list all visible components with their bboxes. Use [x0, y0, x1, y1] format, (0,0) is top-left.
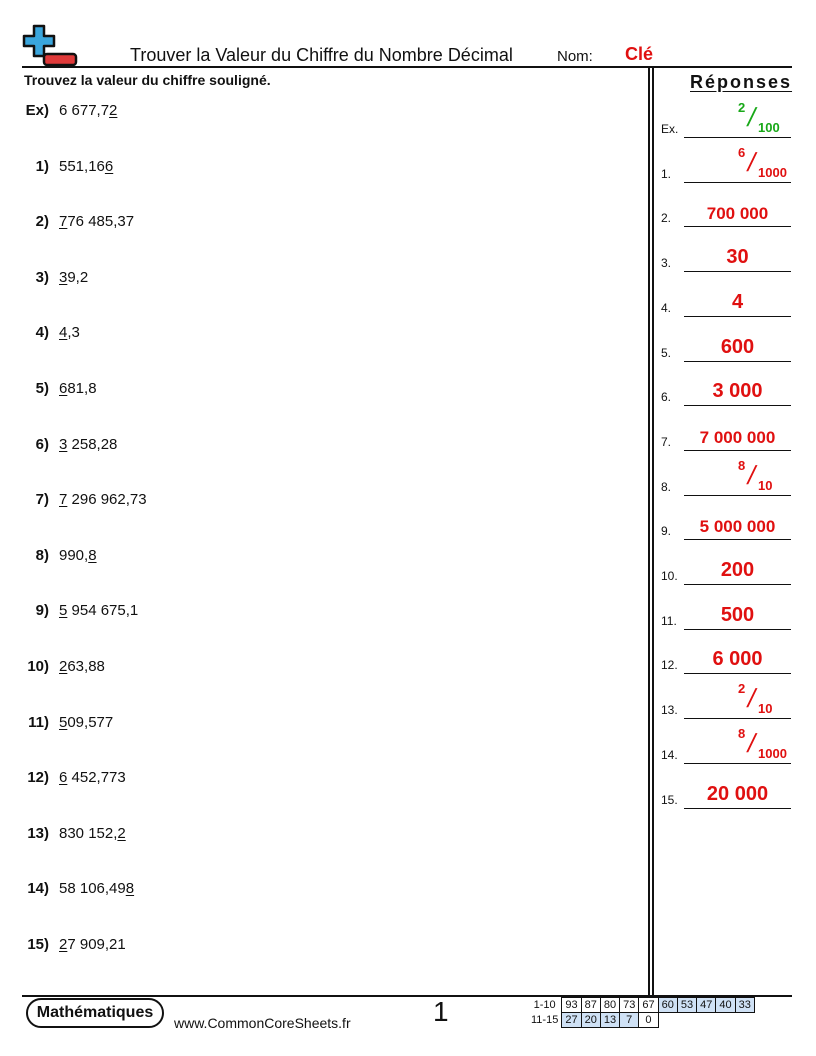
score-cell: 47 [697, 998, 716, 1013]
answer-row [658, 143, 794, 183]
fraction-answer [684, 679, 791, 719]
digits-before: 551,16 [59, 157, 105, 175]
answer-row [658, 545, 794, 585]
problem-number: 1) [35, 157, 49, 175]
digits-before: 6 677,7 [59, 102, 110, 119]
answer-line [684, 271, 791, 272]
underlined-digit: 5 [59, 713, 68, 731]
score-cell: 7 [620, 1013, 639, 1028]
answer-row [658, 366, 794, 406]
problem-number-text [59, 102, 117, 119]
worksheet-title: Trouver la Valeur du Chiffre du Nombre Décimal [130, 45, 513, 65]
underlined-digit: 6 [59, 380, 68, 397]
problem-number: Ex) [25, 102, 49, 119]
underlined-digit: 6 [104, 157, 114, 175]
score-table [528, 997, 755, 1028]
problem-number-text [59, 324, 80, 341]
answer-line [684, 629, 791, 630]
problem-number: 4) [35, 324, 49, 342]
problem-number: 2) [35, 213, 49, 231]
answer-row [658, 724, 794, 764]
answer-row [658, 232, 794, 272]
answer-label: 5. [661, 345, 672, 360]
fraction-answer [684, 143, 791, 183]
answer-line [684, 808, 791, 809]
column-divider [648, 68, 650, 996]
column-divider [652, 68, 654, 996]
answer-label: 13. [661, 703, 678, 718]
problem-number-text [59, 380, 97, 397]
fraction-numerator: 8 [738, 457, 746, 473]
problem-number: 12) [27, 769, 49, 787]
problem-row [0, 491, 640, 515]
problem-row [0, 213, 640, 237]
underlined-digit: 7 [59, 213, 68, 231]
answer-row [658, 590, 794, 630]
fraction-denominator: 1000 [758, 745, 787, 761]
answer-line [684, 316, 791, 317]
answer-row [658, 769, 794, 809]
problem-row [0, 102, 640, 126]
digits-after: 9,2 [67, 268, 89, 286]
problem-row [0, 324, 640, 348]
digits-before: 830 152, [59, 824, 118, 842]
answer-line [684, 584, 791, 585]
problem-row [0, 936, 640, 960]
answer-label: 14. [661, 747, 678, 762]
fraction-numerator: 2 [738, 681, 746, 697]
underlined-digit: 7 [59, 491, 68, 509]
header-divider [22, 66, 792, 68]
answer-label: 6. [661, 390, 672, 405]
subject-badge: Mathématiques [26, 998, 164, 1028]
problem-number: 6) [35, 435, 49, 453]
answer-value: 6 000 [712, 648, 763, 671]
answer-label: 8. [661, 479, 672, 494]
problem-number-text [59, 769, 126, 786]
answer-row [658, 679, 794, 719]
fraction-denominator: 10 [758, 701, 773, 717]
answer-value: 600 [720, 335, 755, 358]
digits-after: 7 909,21 [67, 936, 126, 953]
answer-value: 700 000 [706, 204, 769, 224]
score-cell: 93 [562, 998, 581, 1013]
problem-number: 10) [27, 658, 49, 675]
problem-number-text [59, 825, 126, 842]
digits-after: 63,88 [67, 658, 105, 675]
answer-label: 4. [661, 300, 672, 315]
digits-after: 296 962,73 [67, 491, 147, 509]
fraction-numerator: 8 [738, 725, 746, 741]
underlined-digit: 5 [59, 602, 68, 620]
problem-number-text [59, 547, 97, 564]
answer-row [658, 187, 794, 227]
digits-before: 990, [59, 546, 89, 564]
answer-value: 5 000 000 [699, 517, 776, 537]
answer-row [658, 411, 794, 451]
score-row-label: 1-10 [533, 999, 556, 1011]
underlined-digit: 3 [59, 435, 68, 453]
fraction-denominator: 100 [758, 120, 780, 135]
problem-number: 8) [35, 546, 49, 564]
score-cell: 40 [716, 998, 735, 1013]
answer-line [684, 361, 791, 362]
page-number: 1 [433, 996, 449, 1027]
problem-row [0, 880, 640, 904]
answer-value: 3 000 [712, 380, 763, 403]
answer-label: 11. [661, 613, 677, 628]
score-cell: 13 [600, 1013, 619, 1028]
underlined-digit: 6 [59, 769, 68, 787]
underlined-digit: 3 [59, 268, 68, 286]
problem-number-text [59, 880, 134, 897]
score-cell: 80 [600, 998, 619, 1013]
problem-number-text [59, 269, 88, 286]
instructions: Trouvez la valeur du chiffre souligné. [24, 72, 271, 88]
fraction-denominator: 1000 [758, 164, 787, 180]
digits-after: 452,773 [67, 769, 126, 787]
answer-row [658, 322, 794, 362]
answer-value: 30 [726, 246, 749, 269]
answer-label: 2. [661, 211, 672, 226]
answer-line [684, 673, 791, 674]
score-row [528, 998, 754, 1013]
problem-number: 11) [28, 713, 49, 731]
digits-after: 76 485,37 [67, 213, 135, 231]
fraction-slash: / [744, 146, 759, 177]
problem-number: 7) [35, 491, 49, 509]
answer-row [658, 456, 794, 496]
problem-row [0, 547, 640, 571]
fraction-slash: / [744, 683, 759, 714]
digits-after: ,3 [67, 324, 80, 342]
problem-row [0, 714, 640, 738]
problem-row [0, 158, 640, 182]
problem-number: 5) [35, 380, 49, 397]
score-cell: 20 [581, 1013, 600, 1028]
answer-value: 20 000 [706, 782, 769, 805]
problem-row [0, 269, 640, 293]
problem-number-text [59, 714, 113, 731]
answer-value: 500 [720, 603, 755, 626]
score-cell: 27 [562, 1013, 581, 1028]
score-cell: 87 [581, 998, 600, 1013]
problem-row [0, 380, 640, 404]
problem-row [0, 825, 640, 849]
score-row-label: 11-15 [531, 1014, 559, 1026]
problem-row [0, 436, 640, 460]
problem-number: 13) [27, 824, 49, 842]
score-cell: 0 [639, 1013, 658, 1028]
plus-minus-icon [22, 24, 80, 68]
fraction-numerator: 2 [738, 100, 746, 115]
problem-number: 9) [35, 602, 49, 620]
underlined-digit: 8 [125, 880, 135, 898]
problem-row [0, 658, 640, 682]
problem-number: 15) [27, 936, 49, 953]
fraction-slash: / [744, 459, 759, 490]
answer-label: 10. [661, 569, 678, 583]
score-cell: 73 [620, 998, 639, 1013]
answer-label: 1. [661, 166, 672, 181]
problem-row [0, 602, 640, 626]
score-cell: 53 [677, 998, 696, 1013]
problem-number-text [59, 491, 147, 508]
score-cell: 33 [735, 998, 754, 1013]
underlined-digit: 2 [117, 824, 126, 842]
problem-number-text [59, 602, 138, 619]
underlined-digit: 2 [109, 102, 118, 119]
answer-label: 9. [661, 524, 672, 539]
problem-number: 14) [27, 880, 49, 898]
fraction-answer [684, 724, 791, 764]
answer-label: 12. [661, 658, 678, 673]
answer-value: 7 000 000 [699, 427, 776, 447]
answer-row [658, 98, 794, 138]
name-value: Clé [625, 44, 654, 64]
score-row [528, 1013, 754, 1028]
problem-number: 3) [35, 268, 49, 286]
underlined-digit: 8 [88, 546, 97, 564]
fraction-slash: / [744, 727, 759, 758]
answer-row [658, 500, 794, 540]
problem-number-text [59, 158, 113, 175]
answer-line [684, 226, 791, 227]
fraction-denominator: 10 [758, 477, 773, 493]
answer-line [684, 539, 791, 540]
problem-row [0, 769, 640, 793]
problem-number-text [59, 436, 117, 453]
answer-label: 3. [661, 256, 672, 271]
answer-value: 4 [731, 290, 744, 313]
digits-before: 58 106,49 [59, 880, 126, 898]
digits-after: 954 675,1 [67, 602, 139, 620]
score-cell: 60 [658, 998, 677, 1013]
site-url[interactable]: www.CommonCoreSheets.fr [174, 1015, 351, 1031]
fraction-answer [684, 98, 791, 138]
underlined-digit: 4 [59, 324, 68, 342]
fraction-numerator: 6 [738, 144, 746, 160]
digits-after: 09,577 [67, 713, 114, 731]
problem-number-text [59, 213, 134, 230]
underlined-digit: 2 [59, 936, 68, 953]
answer-row [658, 634, 794, 674]
underlined-digit: 2 [59, 658, 68, 675]
answer-line [684, 450, 791, 451]
answer-label: 15. [661, 792, 678, 807]
answer-label: Ex. [661, 122, 679, 136]
score-cell: 67 [639, 998, 658, 1013]
answer-value: 200 [720, 559, 755, 581]
answer-row [658, 277, 794, 317]
fraction-slash: / [744, 102, 759, 132]
answer-label: 7. [661, 434, 672, 449]
problem-number-text [59, 658, 105, 675]
answers-title: Réponses [690, 72, 793, 92]
digits-after: 81,8 [67, 380, 97, 397]
fraction-answer [684, 456, 791, 496]
digits-after: 258,28 [67, 435, 118, 453]
answer-line [684, 405, 791, 406]
problem-number-text [59, 936, 126, 953]
name-label: Nom: [557, 48, 593, 65]
